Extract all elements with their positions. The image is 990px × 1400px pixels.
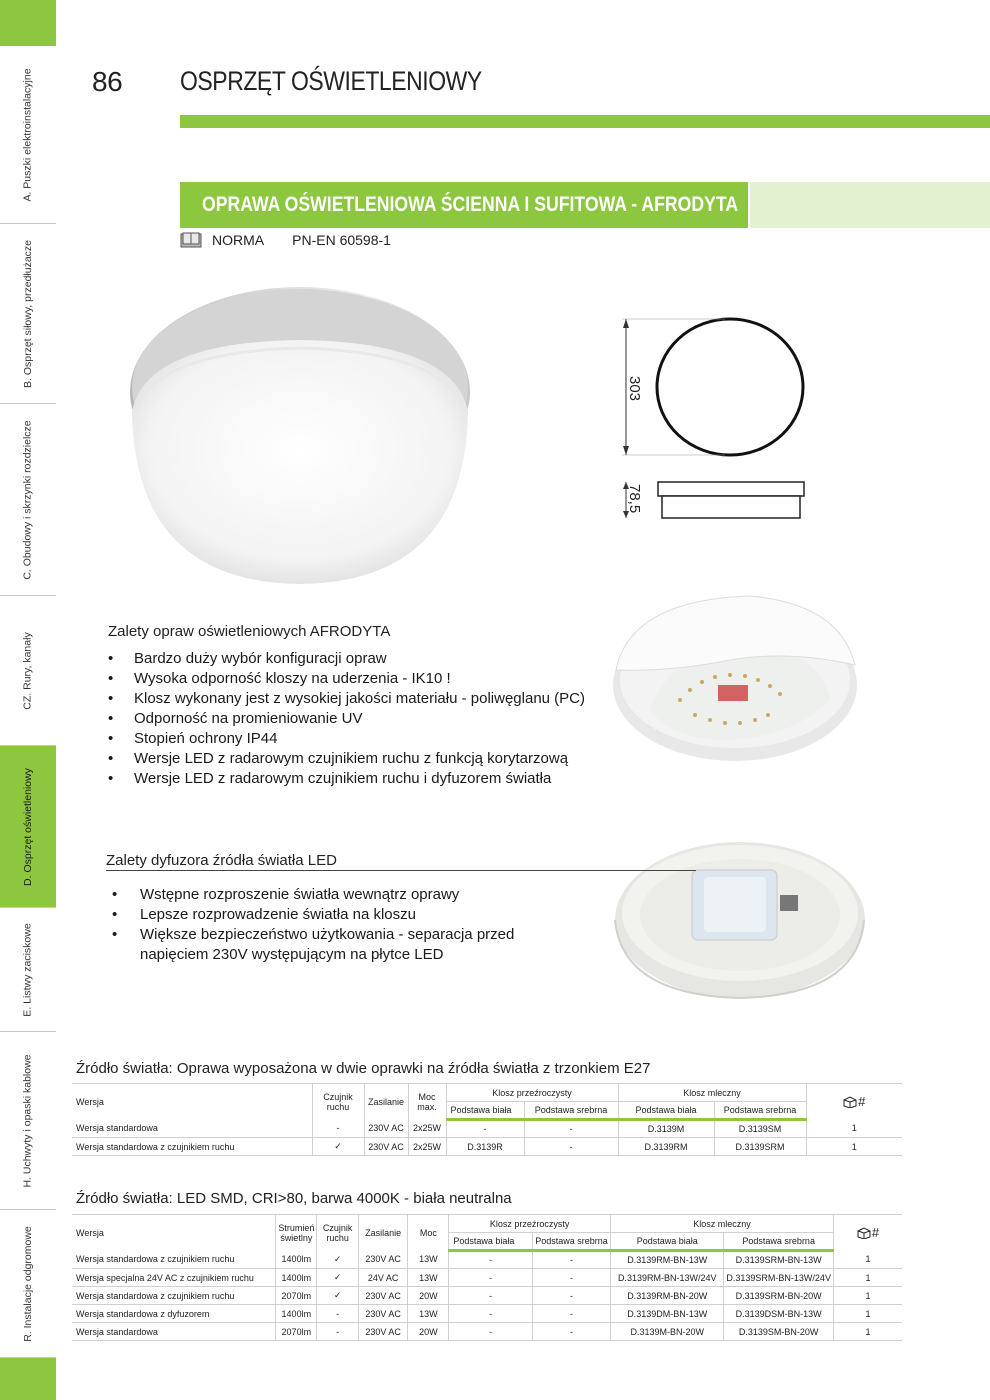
list-item: • Wersje LED z radarowym czujnikiem ruchu i dyfuzorem światła (106, 769, 585, 789)
table-cell: D.3139SRM (714, 1138, 806, 1156)
table-cell: - (533, 1251, 611, 1269)
section-title: OPRAWA OŚWIETLENIOWA ŚCIENNA I SUFITOWA - AFRODYTA (202, 193, 739, 216)
table-cell: D.3139SM-BN-20W (724, 1323, 834, 1341)
table-cell: D.3139RM (618, 1138, 714, 1156)
table-cell: 230V AC (358, 1251, 407, 1269)
table-cell: ✓ (317, 1251, 359, 1269)
table-cell: - (533, 1305, 611, 1323)
table1 (72, 1083, 902, 1156)
table2-title: Źródło światła: LED SMD, CRI>80, barwa 4000K - biała neutralna (76, 1190, 512, 1207)
header-accent-bar (180, 115, 990, 128)
col-header-zasilanie: Zasilanie (364, 1084, 408, 1120)
table-cell: 2070lm (276, 1323, 317, 1341)
table-row (72, 1305, 902, 1323)
table-cell: - (533, 1323, 611, 1341)
list-item: • Lepsze rozprowadzenie światła na kloszu (110, 905, 514, 925)
table-cell: 1400lm (276, 1251, 317, 1269)
sidebar (0, 0, 56, 1400)
col-header-podstawa-srebrna: Podstawa srebrna (524, 1102, 618, 1120)
package-icon (843, 1094, 865, 1109)
sidebar-tab-label: C. Obudowy i skrzynki rozdzielcze (22, 419, 34, 580)
list-item: • Odporność na promieniowanie UV (106, 709, 585, 729)
table-cell: 1400lm (276, 1269, 317, 1287)
list-item-continuation: napięciem 230V występującym na płytce LED (140, 946, 444, 963)
table-cell: 230V AC (364, 1120, 408, 1138)
sidebar-tab-listwy[interactable] (0, 908, 56, 1032)
features-list (106, 649, 585, 789)
table-cell: - (449, 1305, 533, 1323)
table-cell: D.3139RM-BN-13W/24V (611, 1269, 724, 1287)
features-title: Zalety opraw oświetleniowych AFRODYTA (108, 623, 391, 640)
table-cell: 1 (806, 1138, 902, 1156)
sidebar-tab-osprzet-oswietleniowy[interactable] (0, 746, 56, 908)
diffuser-features-title: Zalety dyfuzora źródła światła LED (106, 852, 337, 869)
sidebar-tab-osprzet-silowy[interactable] (0, 224, 56, 404)
sidebar-tab-label: R. Instalacje odgromowe (22, 1225, 34, 1342)
lamp-cutaway-image (610, 590, 860, 765)
table-cell: - (317, 1305, 359, 1323)
table-cell: D.3139SRM-BN-13W (724, 1251, 834, 1269)
section-banner (180, 182, 748, 228)
table-cell: 1 (806, 1120, 902, 1138)
table-cell: Wersja standardowa z czujnikiem ruchu (72, 1251, 276, 1269)
col-header-moc: Moc max. (408, 1084, 446, 1120)
height-label: 78,5 (626, 484, 643, 514)
table-cell: D.3139R (446, 1138, 524, 1156)
list-item: • Wstępne rozproszenie światła wewnątrz oprawy (110, 885, 514, 905)
table-cell: - (317, 1323, 359, 1341)
table-cell: 20W (408, 1287, 449, 1305)
table-cell: 13W (408, 1269, 449, 1287)
table2 (72, 1214, 902, 1341)
col-header-podstawa-biala: Podstawa biała (449, 1233, 533, 1251)
sidebar-tab-label: D. Osprzęt oświetleniowy (22, 767, 34, 886)
table-cell: Wersja standardowa z dyfuzorem (72, 1305, 276, 1323)
table-cell: 1 (833, 1287, 902, 1305)
diffuser-features-list (110, 885, 514, 965)
col-header-moc: Moc (408, 1215, 449, 1251)
table-cell: - (312, 1120, 364, 1138)
col-header-podstawa-biala: Podstawa biała (618, 1102, 714, 1120)
table-cell: D.3139M (618, 1120, 714, 1138)
pkg-label: # (858, 1094, 866, 1109)
table-cell: 1 (833, 1323, 902, 1341)
book-icon (180, 232, 202, 248)
table-cell: 230V AC (358, 1287, 407, 1305)
table-cell: - (449, 1269, 533, 1287)
section-banner-extension (750, 182, 990, 228)
table-cell: D.3139RM-BN-20W (611, 1287, 724, 1305)
table-cell: 20W (408, 1323, 449, 1341)
table-cell: Wersja specjalna 24V AC z czujnikiem ruchu (72, 1269, 276, 1287)
norma-label: NORMA (212, 232, 265, 248)
table-cell: D.3139DM-BN-13W (611, 1305, 724, 1323)
sidebar-tab-uchwyty[interactable] (0, 1032, 56, 1210)
table-cell: 24V AC (358, 1269, 407, 1287)
pkg-label: # (871, 1225, 880, 1240)
table-cell: 230V AC (358, 1323, 407, 1341)
table1-title: Źródło światła: Oprawa wyposażona w dwie oprawki na źródła światła z trzonkiem E27 (76, 1060, 651, 1077)
norma-value: PN-EN 60598-1 (292, 232, 391, 248)
table-cell: 2x25W (408, 1138, 446, 1156)
table-cell: D.3139M-BN-20W (611, 1323, 724, 1341)
table-cell: 230V AC (358, 1305, 407, 1323)
table-cell: - (524, 1120, 618, 1138)
table-cell: 2x25W (408, 1120, 446, 1138)
table-cell: D.3139DSM-BN-13W (724, 1305, 834, 1323)
table-cell: Wersja standardowa (72, 1120, 312, 1138)
table-row (72, 1287, 902, 1305)
callout-line (106, 870, 696, 871)
dimension-drawing (600, 310, 820, 530)
table-cell: - (446, 1120, 524, 1138)
table-cell: - (449, 1287, 533, 1305)
table-cell: 13W (408, 1251, 449, 1269)
table-cell: 230V AC (364, 1138, 408, 1156)
table-cell: 13W (408, 1305, 449, 1323)
page-number: 86 (92, 66, 123, 97)
table-cell: - (524, 1138, 618, 1156)
col-header-podstawa-srebrna: Podstawa srebrna (533, 1233, 611, 1251)
table-cell: Wersja standardowa z czujnikiem ruchu (72, 1287, 276, 1305)
table-cell: - (533, 1287, 611, 1305)
table-cell: ✓ (317, 1269, 359, 1287)
table-cell: D.3139RM-BN-13W (611, 1251, 724, 1269)
sidebar-tab-label: A. Puszki elektroinstalacyjne (22, 67, 34, 202)
sidebar-tab-obudowy[interactable] (0, 404, 56, 596)
table-cell: 1 (833, 1269, 902, 1287)
col-header-podstawa-srebrna: Podstawa srebrna (724, 1233, 834, 1251)
sidebar-tab-puszki[interactable] (0, 46, 56, 224)
table-cell: - (449, 1251, 533, 1269)
col-header-podstawa-biala: Podstawa biała (446, 1102, 524, 1120)
sidebar-tab-instalacje-odgromowe[interactable] (0, 1210, 56, 1358)
table-cell: - (533, 1269, 611, 1287)
table-cell: 1 (833, 1305, 902, 1323)
table1-body (72, 1120, 902, 1156)
sidebar-tab-label: B. Osprzęt siłowy, przedłużacze (22, 239, 34, 388)
table-cell: D.3139SRM-BN-13W/24V (724, 1269, 834, 1287)
sidebar-tab-label: E. Listwy zaciskowe (22, 922, 34, 1017)
table-cell: D.3139SM (714, 1120, 806, 1138)
col-header-wersja: Wersja (72, 1215, 276, 1251)
table-cell: Wersja standardowa z czujnikiem ruchu (72, 1138, 312, 1156)
col-header-pkg (806, 1084, 902, 1120)
col-header-podstawa-biala: Podstawa biała (611, 1233, 724, 1251)
col-header-czujnik: Czujnik ruchu (317, 1215, 359, 1251)
col-header-klosz-przezroczysty: Klosz przeźroczysty (446, 1084, 618, 1102)
sidebar-bottom-accent (0, 1358, 56, 1400)
table-row (72, 1138, 902, 1156)
sidebar-tab-rury[interactable] (0, 596, 56, 746)
col-header-klosz-mleczny: Klosz mleczny (611, 1215, 834, 1233)
lamp-product-image (125, 282, 475, 587)
table-cell: D.3139SRM-BN-20W (724, 1287, 834, 1305)
col-header-klosz-przezroczysty: Klosz przeźroczysty (449, 1215, 611, 1233)
sidebar-tab-label: CZ. Rury, kanały (22, 631, 35, 710)
col-header-wersja: Wersja (72, 1084, 312, 1120)
lamp-diffuser-image (612, 835, 867, 1000)
table-cell: Wersja standardowa (72, 1323, 276, 1341)
sidebar-tab-label: H. Uchwyty i opaski kablowe (22, 1053, 34, 1188)
list-item: • Wysoka odporność kloszy na uderzenia - IK10 ! (106, 669, 585, 689)
diameter-label: 303 (626, 376, 643, 402)
package-icon (857, 1225, 879, 1240)
table-cell: ✓ (312, 1138, 364, 1156)
table-row (72, 1323, 902, 1341)
table2-body (72, 1251, 902, 1341)
sidebar-top-accent (0, 0, 56, 46)
col-header-zasilanie: Zasilanie (358, 1215, 407, 1251)
list-item: • Większe bezpieczeństwo użytkowania - separacja przed (110, 925, 514, 945)
page-title: OSPRZĘT OŚWIETLENIOWY (180, 66, 482, 96)
col-header-podstawa-srebrna: Podstawa srebrna (714, 1102, 806, 1120)
list-item: • Bardzo duży wybór konfiguracji opraw (106, 649, 585, 669)
col-header-klosz-mleczny: Klosz mleczny (618, 1084, 806, 1102)
table-cell: ✓ (317, 1287, 359, 1305)
table-cell: 1 (833, 1251, 902, 1269)
list-item: • Wersje LED z radarowym czujnikiem ruchu z funkcją korytarzową (106, 749, 585, 769)
col-header-strumien: Strumień świetlny (276, 1215, 317, 1251)
table-row (72, 1251, 902, 1269)
list-item: • Stopień ochrony IP44 (106, 729, 585, 749)
list-item: • Klosz wykonany jest z wysokiej jakości materiału - poliwęglanu (PC) (106, 689, 585, 709)
col-header-czujnik: Czujnik ruchu (312, 1084, 364, 1120)
table-cell: 1400lm (276, 1305, 317, 1323)
col-header-pkg (833, 1215, 902, 1251)
norma-line (180, 232, 391, 248)
table-cell: - (449, 1323, 533, 1341)
table-row (72, 1120, 902, 1138)
table-row (72, 1269, 902, 1287)
table-cell: 2070lm (276, 1287, 317, 1305)
